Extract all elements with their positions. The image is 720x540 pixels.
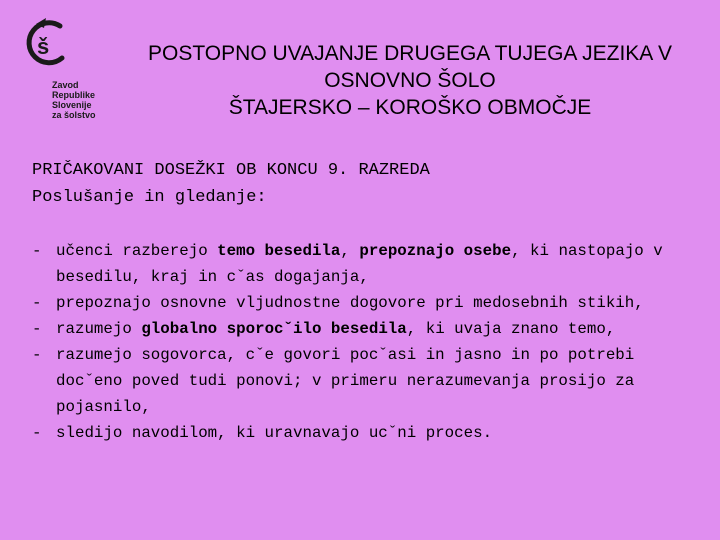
title-line-3: ŠTAJERSKO – KOROŠKO OBMOČJE: [228, 96, 592, 119]
text-segment: razumejo sogovorca, cˇe govori pocˇasi in jasno in po potrebi docˇeno poved tudi ponovi; v primeru nerazumevanja prosijo za pojasnilo,: [56, 346, 635, 416]
text-segment: razumejo: [56, 320, 142, 338]
text-segment: , ki uvaja znano temo,: [406, 320, 616, 338]
list-dash: -: [32, 242, 42, 260]
logo-text: [52, 80, 96, 120]
emphasis-text: temo besedila: [217, 242, 341, 260]
logo-line: Slovenije: [52, 100, 92, 110]
list-item-text: [56, 290, 702, 316]
list-item: [32, 420, 702, 446]
text-segment: učenci razberejo: [56, 242, 218, 260]
list-dash: -: [32, 424, 42, 442]
heading: PRIČAKOVANI DOSEŽKI OB KONCU 9. RAZREDA: [32, 161, 430, 180]
text-segment: ,: [340, 242, 360, 260]
list-item-text: [56, 238, 702, 290]
list-item-text: [56, 316, 702, 342]
list-dash: -: [32, 294, 42, 312]
title-line-2: OSNOVNO ŠOLO: [324, 69, 496, 92]
list-item: [32, 342, 702, 420]
zrss-logo-icon: [22, 18, 72, 76]
logo-line: Zavod: [52, 80, 79, 90]
text-segment: , ki nastopajo v besedilu, kraj in cˇas dogajanja,: [56, 242, 663, 286]
list-dash: -: [32, 320, 42, 338]
list-item: [32, 290, 702, 316]
subheading: Poslušanje in gledanje:: [32, 188, 267, 207]
logo: [22, 18, 112, 128]
text-segment: sledijo navodilom, ki uravnavajo ucˇni proces.: [56, 424, 493, 442]
logo-line: za šolstvo: [52, 110, 96, 120]
list-item: [32, 316, 702, 342]
list-dash: -: [32, 346, 42, 364]
list-item-text: [56, 420, 702, 446]
page-title: [100, 40, 720, 121]
list-item-text: [56, 342, 702, 420]
section-header: [32, 157, 430, 211]
text-segment: prepoznajo osnovne vljudnostne dogovore pri medosebnih stikih,: [56, 294, 644, 312]
logo-line: Republike: [52, 90, 96, 100]
svg-text:š: š: [37, 34, 50, 59]
bullet-list: [32, 238, 702, 446]
emphasis-text: globalno sporocˇilo besedila: [141, 320, 407, 338]
list-item: [32, 238, 702, 290]
emphasis-text: prepoznajo osebe: [359, 242, 512, 260]
title-line-1: POSTOPNO UVAJANJE DRUGEGA TUJEGA JEZIKA V: [148, 42, 672, 65]
